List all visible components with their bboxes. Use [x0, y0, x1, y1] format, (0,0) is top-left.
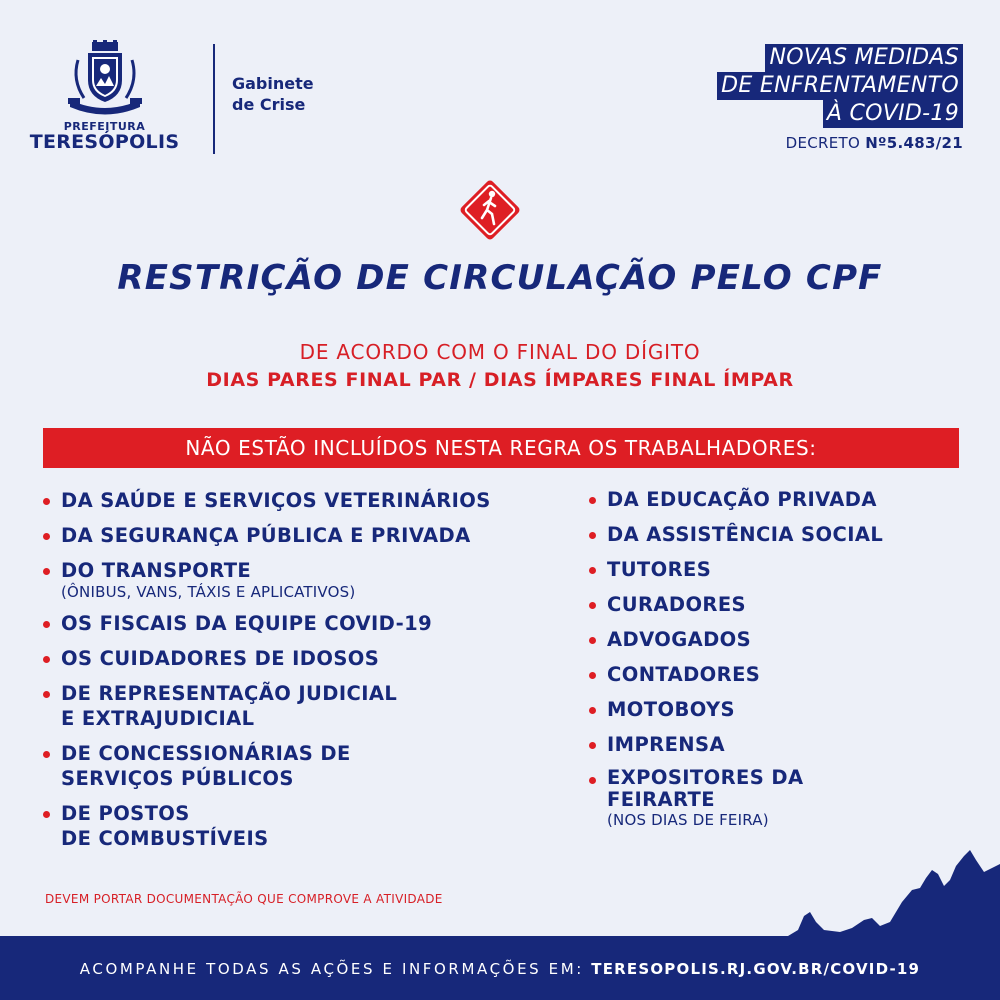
list-item	[586, 697, 986, 722]
bullet-dot	[589, 637, 596, 644]
list-item-line-1: EXPOSITORES DA	[607, 766, 804, 789]
logo-prefeitura-text: PREFEITURA	[63, 120, 146, 133]
bullet-dot	[43, 751, 50, 758]
footer-url-link[interactable]: TERESOPOLIS.RJ.GOV.BR/COVID-19	[591, 960, 921, 978]
list-item-text: DO TRANSPORTE	[61, 559, 252, 582]
list-item-text: CURADORES	[607, 593, 746, 616]
medidas-line-2: DE ENFRENTAMENTO	[717, 72, 963, 100]
list-item	[586, 767, 986, 829]
list-item-text: OS CUIDADORES DE IDOSOS	[61, 647, 380, 670]
exceptions-band: NÃO ESTÃO INCLUÍDOS NESTA REGRA OS TRABALHADORES:	[43, 428, 959, 468]
mountain-skyline-icon	[780, 850, 1000, 940]
list-item-line-2: DE COMBUSTÍVEIS	[61, 827, 269, 850]
footer-bar	[0, 936, 1000, 1000]
list-item	[586, 662, 986, 687]
exceptions-list-left	[40, 488, 570, 851]
list-item-text: DA EDUCAÇÃO PRIVADA	[607, 488, 877, 511]
list-item	[40, 801, 570, 851]
logo-city-name: TERESÓPOLIS	[29, 131, 180, 153]
medidas-line-1: NOVAS MEDIDAS	[765, 44, 963, 72]
bullet-dot	[43, 568, 50, 575]
documentation-footnote: DEVEM PORTAR DOCUMENTAÇÃO QUE COMPROVE A ATIVIDADE	[45, 892, 443, 906]
list-item-note: (NOS DIAS DE FEIRA)	[607, 811, 769, 829]
decreto-label	[786, 134, 963, 152]
list-item-text: IMPRENSA	[607, 733, 725, 756]
list-item-note: (ÔNIBUS, VANS, TÁXIS E APLICATIVOS)	[61, 583, 356, 601]
list-item	[586, 627, 986, 652]
list-item-line-1: DE POSTOS	[61, 802, 190, 825]
bullet-dot	[43, 621, 50, 628]
bullet-dot	[43, 811, 50, 818]
decreto-prefix: DECRETO	[785, 134, 861, 152]
list-item-text: DA ASSISTÊNCIA SOCIAL	[607, 523, 884, 546]
page-title: RESTRIÇÃO DE CIRCULAÇÃO PELO CPF	[117, 258, 883, 298]
list-item-line-2: FEIRARTE	[607, 788, 715, 811]
bullet-dot	[43, 498, 50, 505]
medidas-line-3: À COVID-19	[823, 100, 963, 128]
bullet-dot	[43, 656, 50, 663]
subtitle-line-2: DIAS PARES FINAL PAR / DIAS ÍMPARES FINAL ÍMPAR	[206, 369, 794, 391]
bullet-dot	[589, 777, 596, 784]
list-item	[40, 558, 570, 601]
exceptions-list-right	[586, 487, 986, 829]
header-divider	[213, 44, 215, 154]
list-item-line-1: DE CONCESSIONÁRIAS DE	[61, 742, 351, 765]
list-item-text: TUTORES	[607, 558, 712, 581]
gabinete-line-2: de Crise	[232, 94, 306, 114]
decreto-number: Nº5.483/21	[865, 134, 963, 152]
bullet-dot	[589, 567, 596, 574]
list-item	[40, 741, 570, 791]
list-item-text: OS FISCAIS DA EQUIPE COVID-19	[61, 612, 433, 635]
bullet-dot	[589, 602, 596, 609]
coat-of-arms-icon	[64, 40, 146, 118]
bullet-dot	[589, 497, 596, 504]
gabinete-de-crise	[232, 74, 314, 116]
list-item	[40, 488, 570, 513]
bullet-dot	[589, 742, 596, 749]
pedestrian-warning-icon	[454, 174, 526, 246]
list-item	[40, 611, 570, 636]
novas-medidas-banner	[717, 44, 963, 152]
bullet-dot	[43, 691, 50, 698]
list-item	[40, 681, 570, 731]
list-item-line-2: SERVIÇOS PÚBLICOS	[61, 767, 294, 790]
list-item-text: CONTADORES	[607, 663, 761, 686]
list-item	[586, 557, 986, 582]
bullet-dot	[43, 533, 50, 540]
list-item	[586, 522, 986, 547]
list-item-text: ADVOGADOS	[607, 628, 752, 651]
subtitle-line-1: DE ACORDO COM O FINAL DO DÍGITO	[299, 340, 701, 364]
prefeitura-logo	[22, 40, 187, 153]
list-item-line-2: E EXTRAJUDICIAL	[61, 707, 255, 730]
bullet-dot	[589, 532, 596, 539]
list-item	[40, 523, 570, 548]
gabinete-line-1: Gabinete	[232, 74, 314, 93]
list-item-text: DA SAÚDE E SERVIÇOS VETERINÁRIOS	[61, 489, 491, 512]
list-item	[586, 732, 986, 757]
list-item-line-1: DE REPRESENTAÇÃO JUDICIAL	[61, 682, 398, 705]
footer-prefix: ACOMPANHE TODAS AS AÇÕES E INFORMAÇÕES EM:	[79, 960, 592, 978]
bullet-dot	[589, 672, 596, 679]
list-item	[40, 646, 570, 671]
list-item-text: MOTOBOYS	[607, 698, 735, 721]
bullet-dot	[589, 707, 596, 714]
list-item	[586, 592, 986, 617]
list-item-text: DA SEGURANÇA PÚBLICA E PRIVADA	[61, 524, 471, 547]
list-item	[586, 487, 986, 512]
